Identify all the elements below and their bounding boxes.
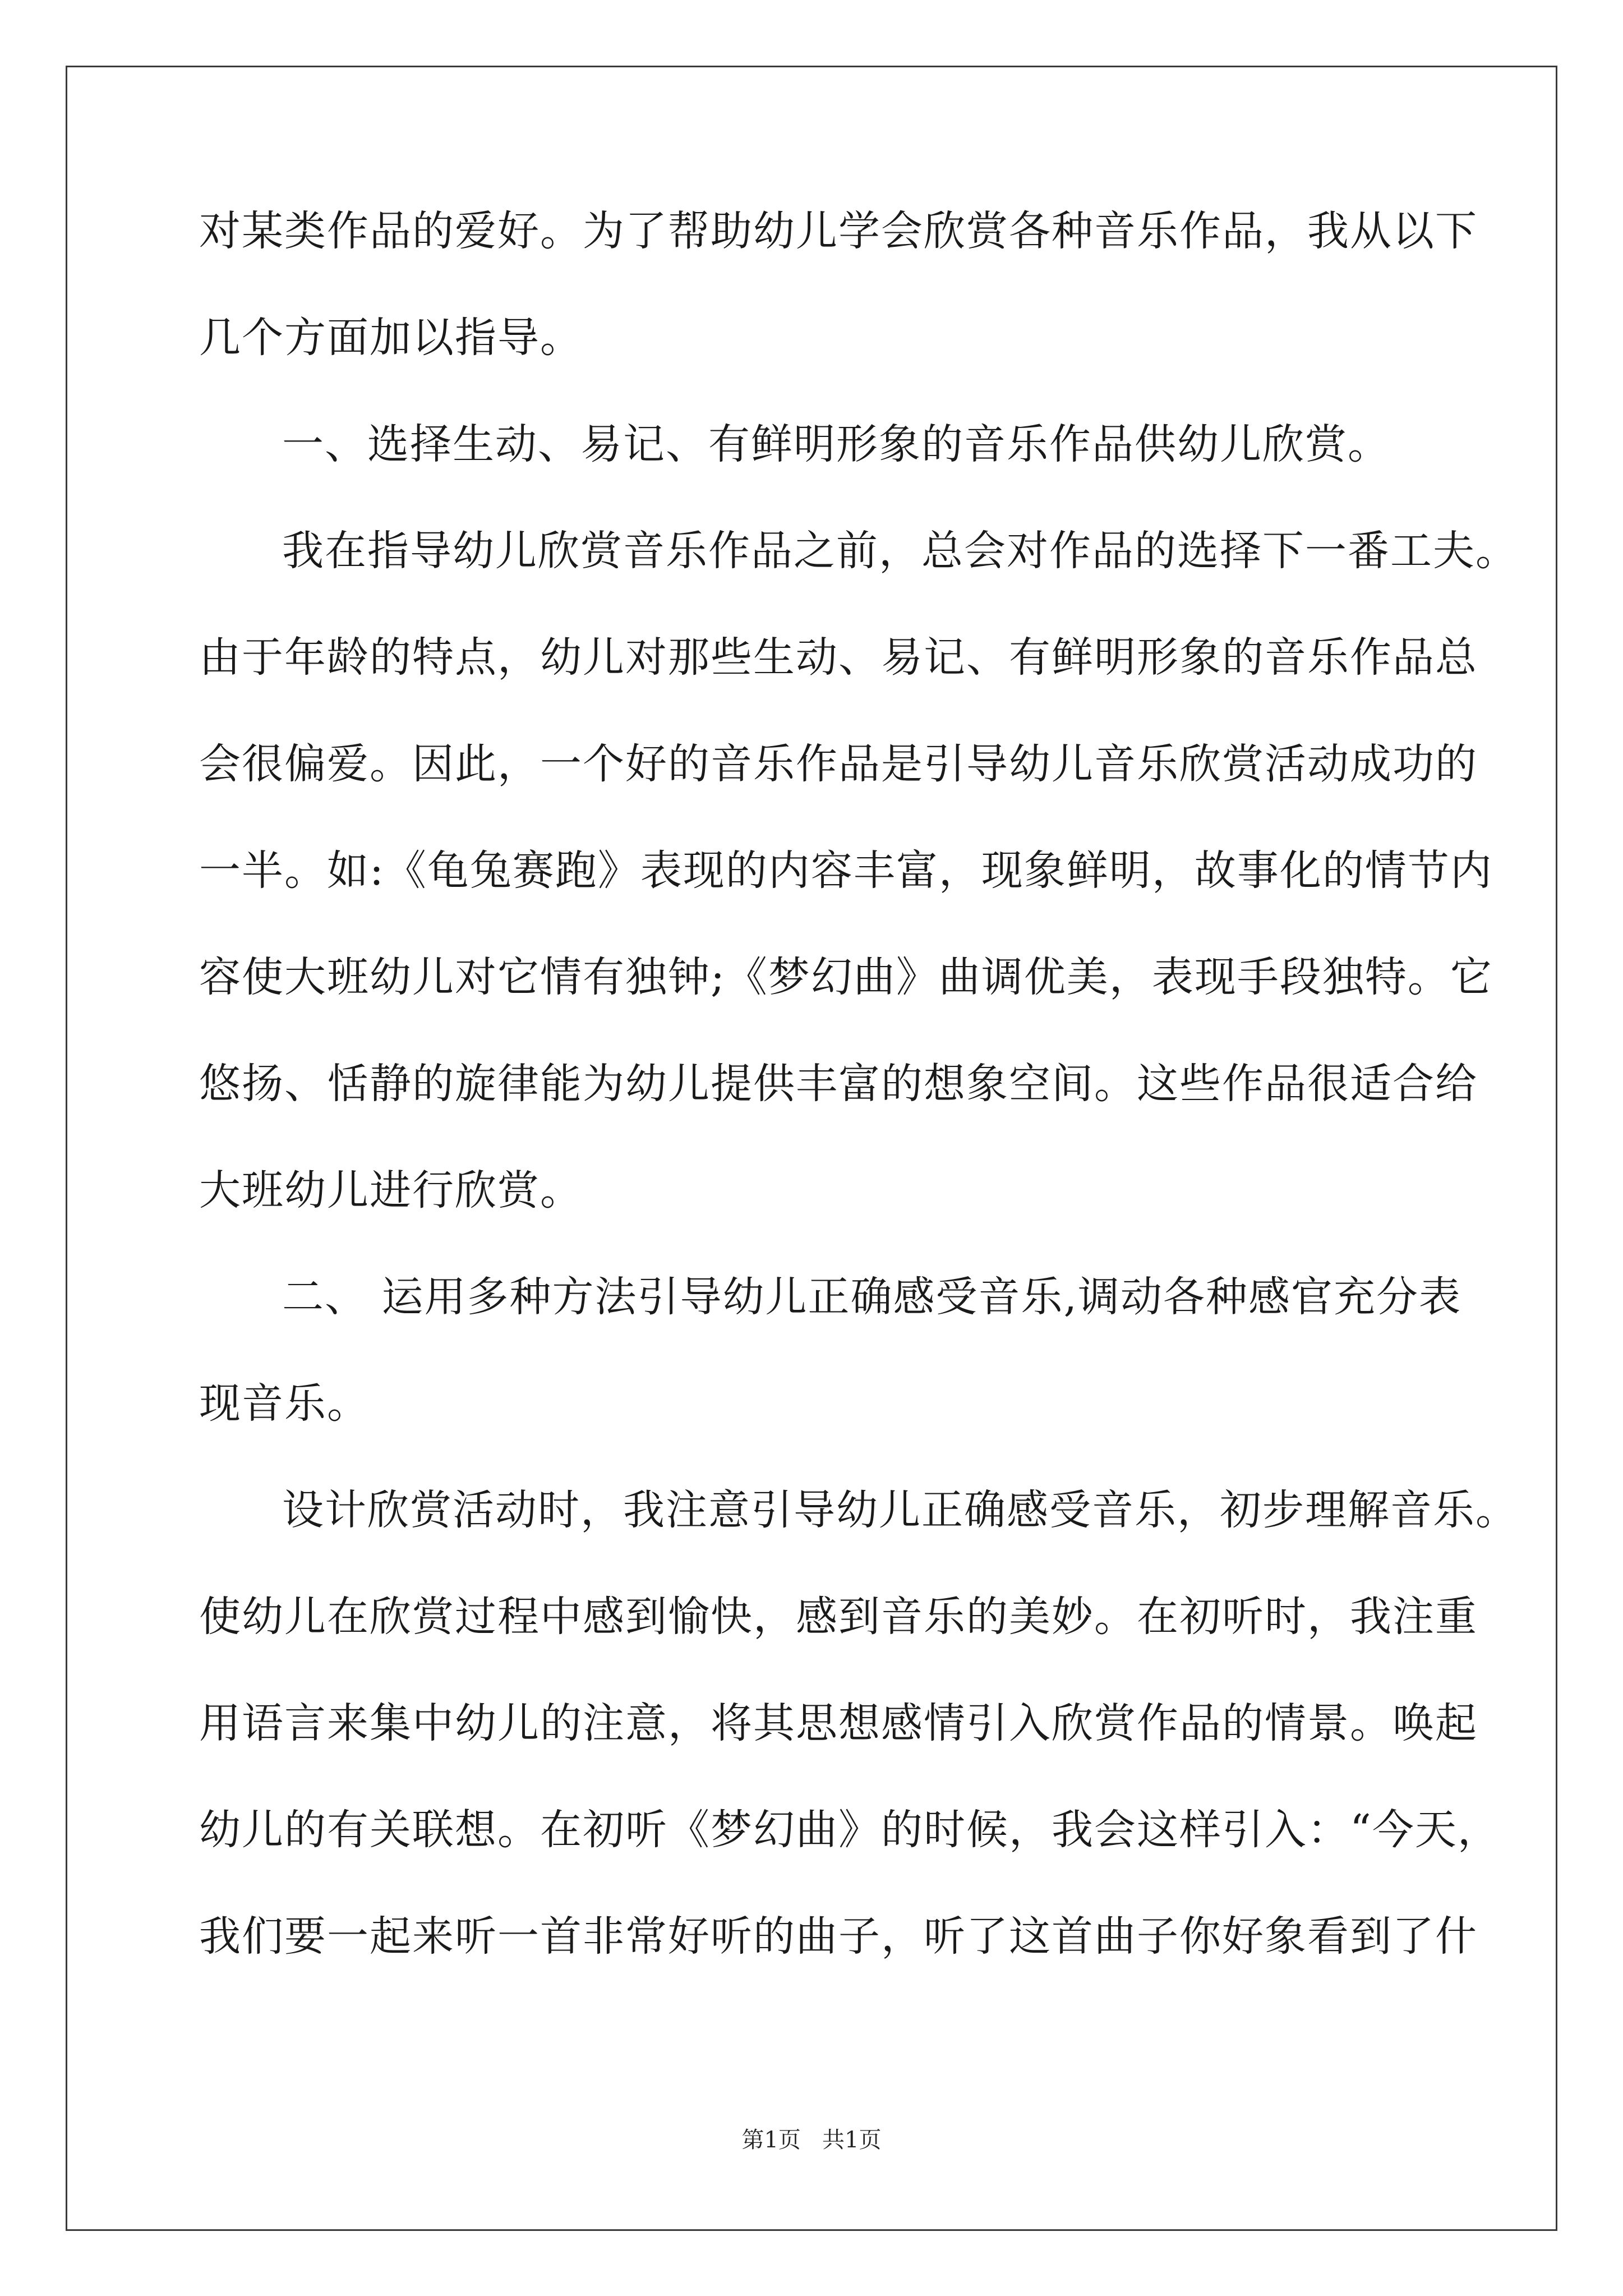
text-line: 设计欣赏活动时，我注意引导幼儿正确感受音乐，初步理解音乐。 bbox=[282, 1486, 1518, 1534]
text-line: 一半。如:《龟兔赛跑》表现的内容丰富，现象鲜明，故事化的情节内 bbox=[199, 846, 1493, 895]
section-heading: 一、选择生动、易记、有鲜明形象的音乐作品供幼儿欣赏。 bbox=[282, 420, 1390, 468]
text-line: 会很偏爱。因此，一个好的音乐作品是引导幼儿音乐欣赏活动成功的 bbox=[199, 740, 1478, 788]
text-line: 幼儿的有关联想。在初听《梦幻曲》的时候，我会这样引入：“今天， bbox=[199, 1806, 1500, 1854]
text-line: 几个方面加以指导。 bbox=[199, 314, 583, 362]
page-footer: 第1页 共1页 bbox=[741, 2127, 882, 2153]
text-line: 容使大班幼儿对它情有独钟;《梦幻曲》曲调优美，表现手段独特。它 bbox=[199, 953, 1493, 1001]
text-line: 对某类作品的爱好。为了帮助幼儿学会欣赏各种音乐作品，我从以下 bbox=[199, 207, 1478, 255]
text-line: 用语言来集中幼儿的注意，将其思想感情引入欣赏作品的情景。唤起 bbox=[199, 1699, 1478, 1747]
text-line: 悠扬、恬静的旋律能为幼儿提供丰富的想象空间。这些作品很适合给 bbox=[199, 1060, 1478, 1108]
text-line: 由于年龄的特点，幼儿对那些生动、易记、有鲜明形象的音乐作品总 bbox=[199, 633, 1478, 682]
text-line: 大班幼儿进行欣赏。 bbox=[199, 1166, 583, 1214]
text-line: 我们要一起来听一首非常好听的曲子，听了这首曲子你好象看到了什 bbox=[199, 1912, 1478, 1961]
section-heading: 二、 运用多种方法引导幼儿正确感受音乐,调动各种感官充分表 bbox=[282, 1273, 1462, 1321]
text-line: 我在指导幼儿欣赏音乐作品之前，总会对作品的选择下一番工夫。 bbox=[282, 527, 1518, 575]
text-line: 使幼儿在欣赏过程中感到愉快，感到音乐的美妙。在初听时，我注重 bbox=[199, 1593, 1478, 1641]
text-line: 现音乐。 bbox=[199, 1379, 370, 1428]
page-border bbox=[66, 66, 1557, 2231]
